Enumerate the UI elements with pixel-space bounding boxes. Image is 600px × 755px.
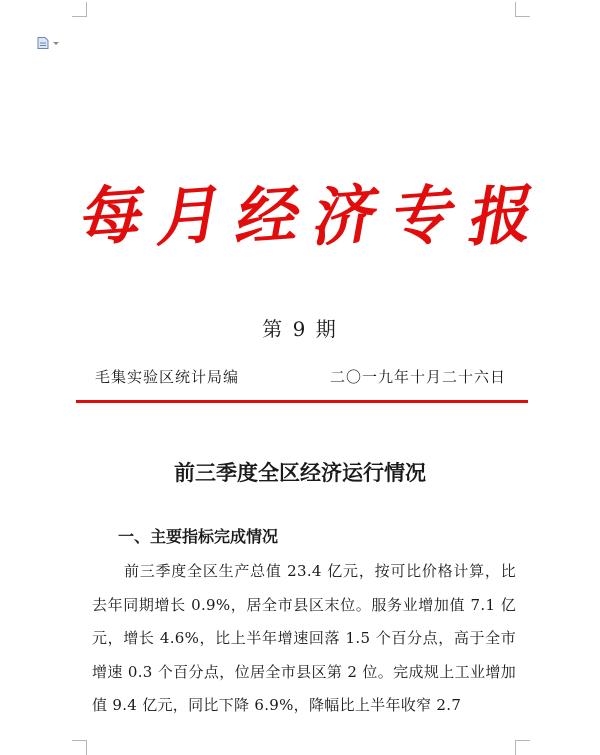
crop-mark-top-left bbox=[72, 2, 87, 17]
article-title: 前三季度全区经济运行情况 bbox=[174, 460, 426, 485]
masthead-char: 月 bbox=[151, 176, 220, 256]
masthead-char: 每 bbox=[73, 176, 142, 256]
red-divider bbox=[76, 400, 528, 403]
crop-mark-bottom-left bbox=[72, 740, 87, 755]
masthead-char: 经 bbox=[229, 176, 298, 256]
crop-mark-bottom-right bbox=[515, 740, 530, 755]
masthead-char: 专 bbox=[384, 176, 453, 256]
editor-line: 毛集实验区统计局编 bbox=[95, 368, 240, 386]
issue-number: 第 9 期 bbox=[262, 317, 338, 341]
document-icon[interactable] bbox=[37, 37, 61, 49]
masthead-title bbox=[73, 176, 531, 256]
crop-mark-top-right bbox=[515, 2, 530, 17]
chevron-down-icon bbox=[53, 42, 59, 45]
publish-date: 二〇一九年十月二十六日 bbox=[330, 368, 507, 386]
body-paragraph: 前三季度全区生产总值 23.4 亿元，按可比价格计算，比去年同期增长 0.9%，居全市县区末位。服务业增加值 7.1 亿元，增长 4.6%，比上半年增速回落 1.5 个百分点，高于全市增速 0.3 个百分点，位居全市县区第 2 位。完成规上工业增加值 9.4 亿元，同比下降 6.9%，降幅比上半年收窄 2.7 bbox=[92, 562, 516, 714]
section-heading: 一、主要指标完成情况 bbox=[118, 527, 279, 546]
masthead-char: 报 bbox=[462, 176, 531, 256]
masthead-char: 济 bbox=[306, 176, 375, 256]
